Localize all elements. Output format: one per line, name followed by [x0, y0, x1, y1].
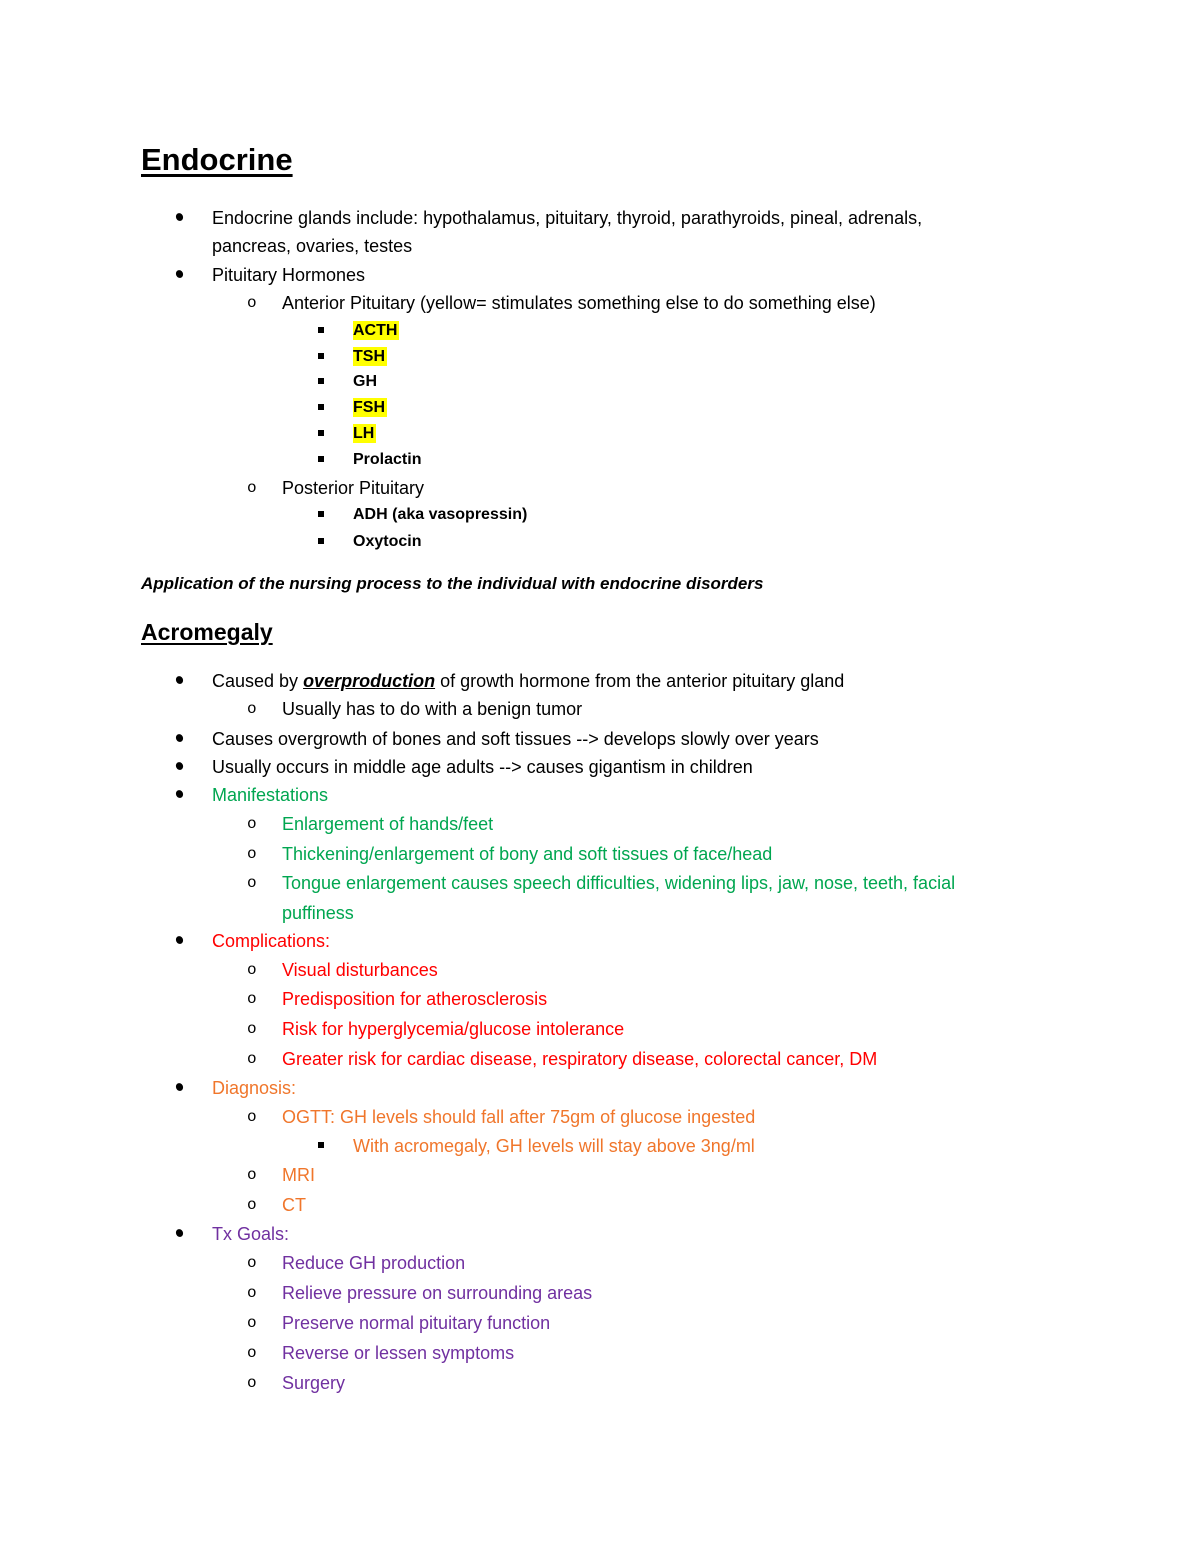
highlighted-text: ACTH	[353, 322, 398, 339]
square-bullet-icon	[318, 353, 324, 359]
bullet-icon	[175, 935, 185, 945]
tx-goal-item: Surgery	[282, 1373, 346, 1393]
diagnosis-label: Diagnosis:	[212, 1078, 297, 1098]
manifestation-item: Thickening/enlargement of bony and soft tissues of face/head	[282, 844, 773, 864]
diagnosis-ct: CT	[282, 1195, 306, 1215]
circle-bullet-icon: o	[247, 1314, 257, 1332]
manifestation-item: Enlargement of hands/feet	[282, 814, 494, 834]
bullet-icon	[175, 789, 185, 799]
circle-bullet-icon: o	[247, 961, 257, 979]
bullet-icon	[175, 675, 185, 685]
bullet-icon	[175, 1228, 185, 1238]
tx-goal-item: Relieve pressure on surrounding areas	[282, 1283, 593, 1303]
tx-goal-item: Reverse or lessen symptoms	[282, 1343, 515, 1363]
circle-bullet-icon: o	[247, 1374, 257, 1392]
cause-prefix: Caused by	[212, 671, 304, 691]
cause-sub: Usually has to do with a benign tumor	[282, 699, 583, 719]
highlighted-text: LH	[353, 425, 375, 442]
glands-line-1: Endocrine glands include: hypothalamus, pituitary, thyroid, parathyroids, pineal, adrenals,	[212, 208, 923, 228]
square-bullet-icon	[318, 327, 324, 333]
bullet-icon	[175, 269, 185, 279]
circle-bullet-icon: o	[247, 815, 257, 833]
posterior-item-oxytocin: Oxytocin	[353, 533, 422, 550]
circle-bullet-icon: o	[247, 990, 257, 1008]
tx-goal-item: Reduce GH production	[282, 1253, 466, 1273]
square-bullet-icon	[318, 538, 324, 544]
manifestation-item: Tongue enlargement causes speech difficulties, widening lips, jaw, nose, teeth, facial	[282, 873, 956, 893]
bullet-icon	[175, 212, 185, 222]
anterior-item-gh: GH	[353, 373, 377, 390]
anterior-item-fsh	[353, 395, 387, 421]
anterior-item-prolactin: Prolactin	[353, 451, 422, 468]
manifestations-label: Manifestations	[212, 785, 329, 805]
glands-line-2: pancreas, ovaries, testes	[212, 236, 413, 256]
complication-item: Predisposition for atherosclerosis	[282, 989, 548, 1009]
circle-bullet-icon: o	[247, 294, 257, 312]
acromegaly-title: Acromegaly	[141, 619, 273, 645]
age-line: Usually occurs in middle age adults --> causes gigantism in children	[212, 757, 753, 777]
bullet-icon	[175, 733, 185, 743]
tx-goals-label: Tx Goals:	[212, 1224, 290, 1244]
circle-bullet-icon: o	[247, 1166, 257, 1184]
circle-bullet-icon: o	[247, 845, 257, 863]
circle-bullet-icon: o	[247, 1196, 257, 1214]
complication-item: Greater risk for cardiac disease, respiratory disease, colorectal cancer, DM	[282, 1049, 878, 1069]
circle-bullet-icon: o	[247, 700, 257, 718]
application-heading: Application of the nursing process to the individual with endocrine disorders	[141, 574, 764, 593]
square-bullet-icon	[318, 456, 324, 462]
overgrowth-line: Causes overgrowth of bones and soft tissues --> develops slowly over years	[212, 729, 819, 749]
posterior-label: Posterior Pituitary	[282, 478, 425, 498]
tx-goal-item: Preserve normal pituitary function	[282, 1313, 551, 1333]
anterior-item-tsh	[353, 344, 387, 370]
highlighted-text: TSH	[353, 348, 385, 365]
circle-bullet-icon: o	[247, 1344, 257, 1362]
complication-item: Risk for hyperglycemia/glucose intolerance	[282, 1019, 625, 1039]
circle-bullet-icon: o	[247, 1020, 257, 1038]
circle-bullet-icon: o	[247, 1050, 257, 1068]
anterior-label: Anterior Pituitary (yellow= stimulates something else to do something else)	[282, 293, 876, 313]
anterior-item-lh	[353, 421, 376, 447]
pituitary-label: Pituitary Hormones	[212, 265, 366, 285]
manifestation-continuation: puffiness	[282, 903, 354, 923]
page-title: Endocrine	[141, 142, 293, 177]
bullet-icon	[175, 761, 185, 771]
diagnosis-ogtt-sub: With acromegaly, GH levels will stay above 3ng/ml	[353, 1136, 755, 1156]
cause-suffix: of growth hormone from the anterior pituitary gland	[435, 671, 845, 691]
square-bullet-icon	[318, 430, 324, 436]
square-bullet-icon	[318, 404, 324, 410]
cause-emphasis: overproduction	[303, 671, 436, 691]
circle-bullet-icon: o	[247, 1108, 257, 1126]
circle-bullet-icon: o	[247, 874, 257, 892]
complication-item: Visual disturbances	[282, 960, 438, 980]
highlighted-text: FSH	[353, 399, 385, 416]
circle-bullet-icon: o	[247, 1284, 257, 1302]
anterior-item-acth	[353, 318, 399, 344]
diagnosis-mri: MRI	[282, 1165, 315, 1185]
bullet-icon	[175, 1082, 185, 1092]
posterior-item-adh: ADH (aka vasopressin)	[353, 506, 528, 523]
cause-line	[212, 668, 844, 694]
complications-label: Complications:	[212, 931, 331, 951]
square-bullet-icon	[318, 511, 324, 517]
circle-bullet-icon: o	[247, 1254, 257, 1272]
square-bullet-icon	[318, 1142, 324, 1148]
square-bullet-icon	[318, 378, 324, 384]
diagnosis-ogtt: OGTT: GH levels should fall after 75gm of glucose ingested	[282, 1107, 756, 1127]
circle-bullet-icon: o	[247, 479, 257, 497]
